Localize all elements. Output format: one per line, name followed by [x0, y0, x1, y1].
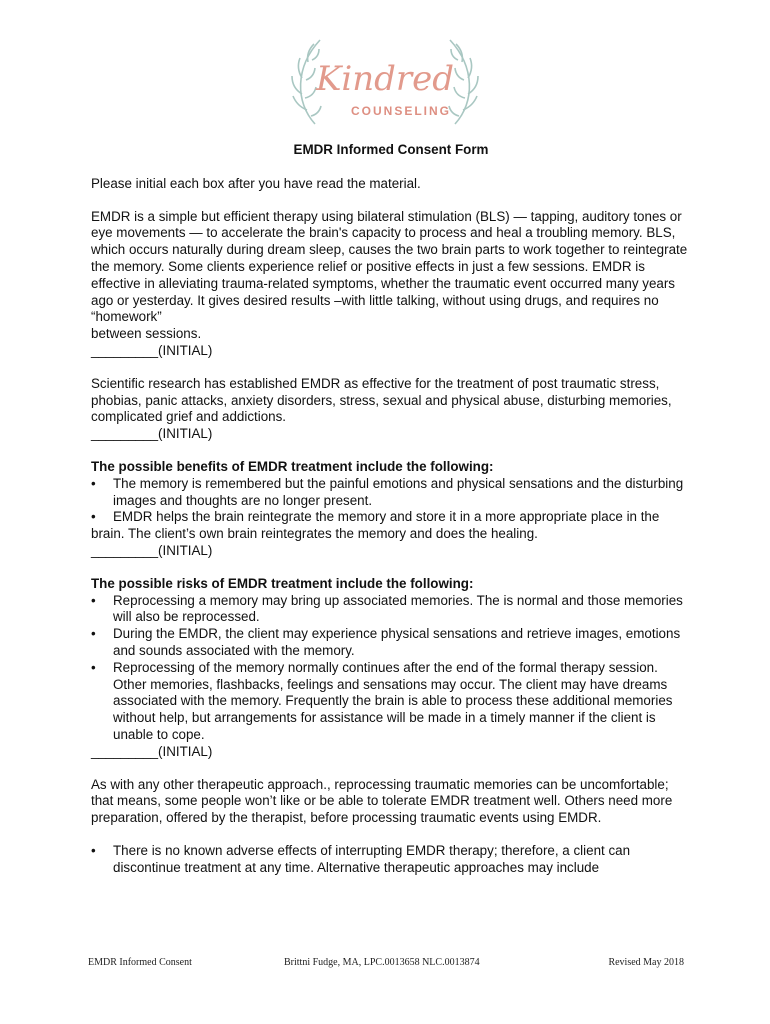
- intro-text: Please initial each box after you have read the material.: [91, 175, 421, 191]
- paragraph-emdr-description-end: between sessions.: [91, 326, 202, 342]
- kindred-counseling-logo: [285, 32, 485, 132]
- initial-line-3[interactable]: _________(INITIAL): [91, 542, 213, 558]
- consent-form-body: [91, 142, 691, 876]
- footer-center: Brittni Fudge, MA, LPC.0013658 NLC.0013874: [284, 957, 480, 968]
- initial-line-2[interactable]: _________(INITIAL): [91, 426, 213, 442]
- list-item-unindented: • EMDR helps the brain reintegrate the memory and store it in a more appropriate place in the brain. The client’s own brain reintegrates the memory and does the healing.: [91, 509, 660, 542]
- list-item: • Reprocessing of the memory normally continues after the end of the formal therapy session. Other memories, flashbacks, feelings and sensations may occur. The client may have dreams associated with the memory. Frequently the brain is able to process these additional memories without help, but arrangements for assistance will be made in a timely manner if the client is unable to cope.: [91, 660, 691, 744]
- page-title: EMDR Informed Consent Form: [293, 142, 489, 157]
- paragraph-approach: As with any other therapeutic approach., reprocessing traumatic memories can be uncomfortable; that means, some people won’t like or be able to tolerate EMDR treatment well. Others need more preparation, offered by the therapist, before processing traumatic events using EMDR.: [91, 776, 673, 826]
- logo-script-text: Kindred: [315, 59, 455, 99]
- benefits-heading: The possible benefits of EMDR treatment include the following:: [91, 458, 494, 474]
- paragraph-research: Scientific research has established EMDR as effective for the treatment of post traumatic stress, phobias, panic attacks, anxiety disorders, stress, sexual and physical abuse, disturbing memories, complicated grief and addictions.: [91, 375, 672, 425]
- footer-left: EMDR Informed Consent: [88, 957, 192, 968]
- initial-line-1[interactable]: _________(INITIAL): [91, 342, 213, 358]
- list-item: • There is no known adverse effects of interrupting EMDR therapy; therefore, a client can discontinue treatment at any time. Alternative therapeutic approaches may include: [91, 843, 691, 877]
- risks-list: [91, 593, 691, 744]
- list-item: • Reprocessing a memory may bring up associated memories. The is normal and those memories will also be reprocessed.: [91, 593, 691, 627]
- footer-right: Revised May 2018: [608, 957, 684, 968]
- paragraph-emdr-description: EMDR is a simple but efficient therapy using bilateral stimulation (BLS) — tapping, auditory tones or eye movements — to accelerate the brain's capacity to process and heal a troubling memory. BLS, which occurs naturally during dream sleep, causes the two brain parts to work together to reintegrate the memory. Some clients experience relief or positive effects in just a few sessions. EMDR is effective in alleviating trauma-related symptoms, whether the traumatic event occurred many years ago or yesterday. It gives desired results –with little talking, without using drugs, and requires no “homework”: [91, 208, 688, 325]
- initial-line-4[interactable]: _________(INITIAL): [91, 743, 213, 759]
- risks-heading: The possible risks of EMDR treatment include the following:: [91, 575, 474, 591]
- final-list: [91, 843, 691, 877]
- logo-sub-text: COUNSELING: [350, 104, 452, 118]
- list-item: • The memory is remembered but the painful emotions and physical sensations and the disturbing images and thoughts are no longer present.: [91, 476, 691, 510]
- list-item: • During the EMDR, the client may experience physical sensations and retrieve images, emotions and sounds associated with the memory.: [91, 626, 691, 660]
- benefits-list: [91, 476, 691, 510]
